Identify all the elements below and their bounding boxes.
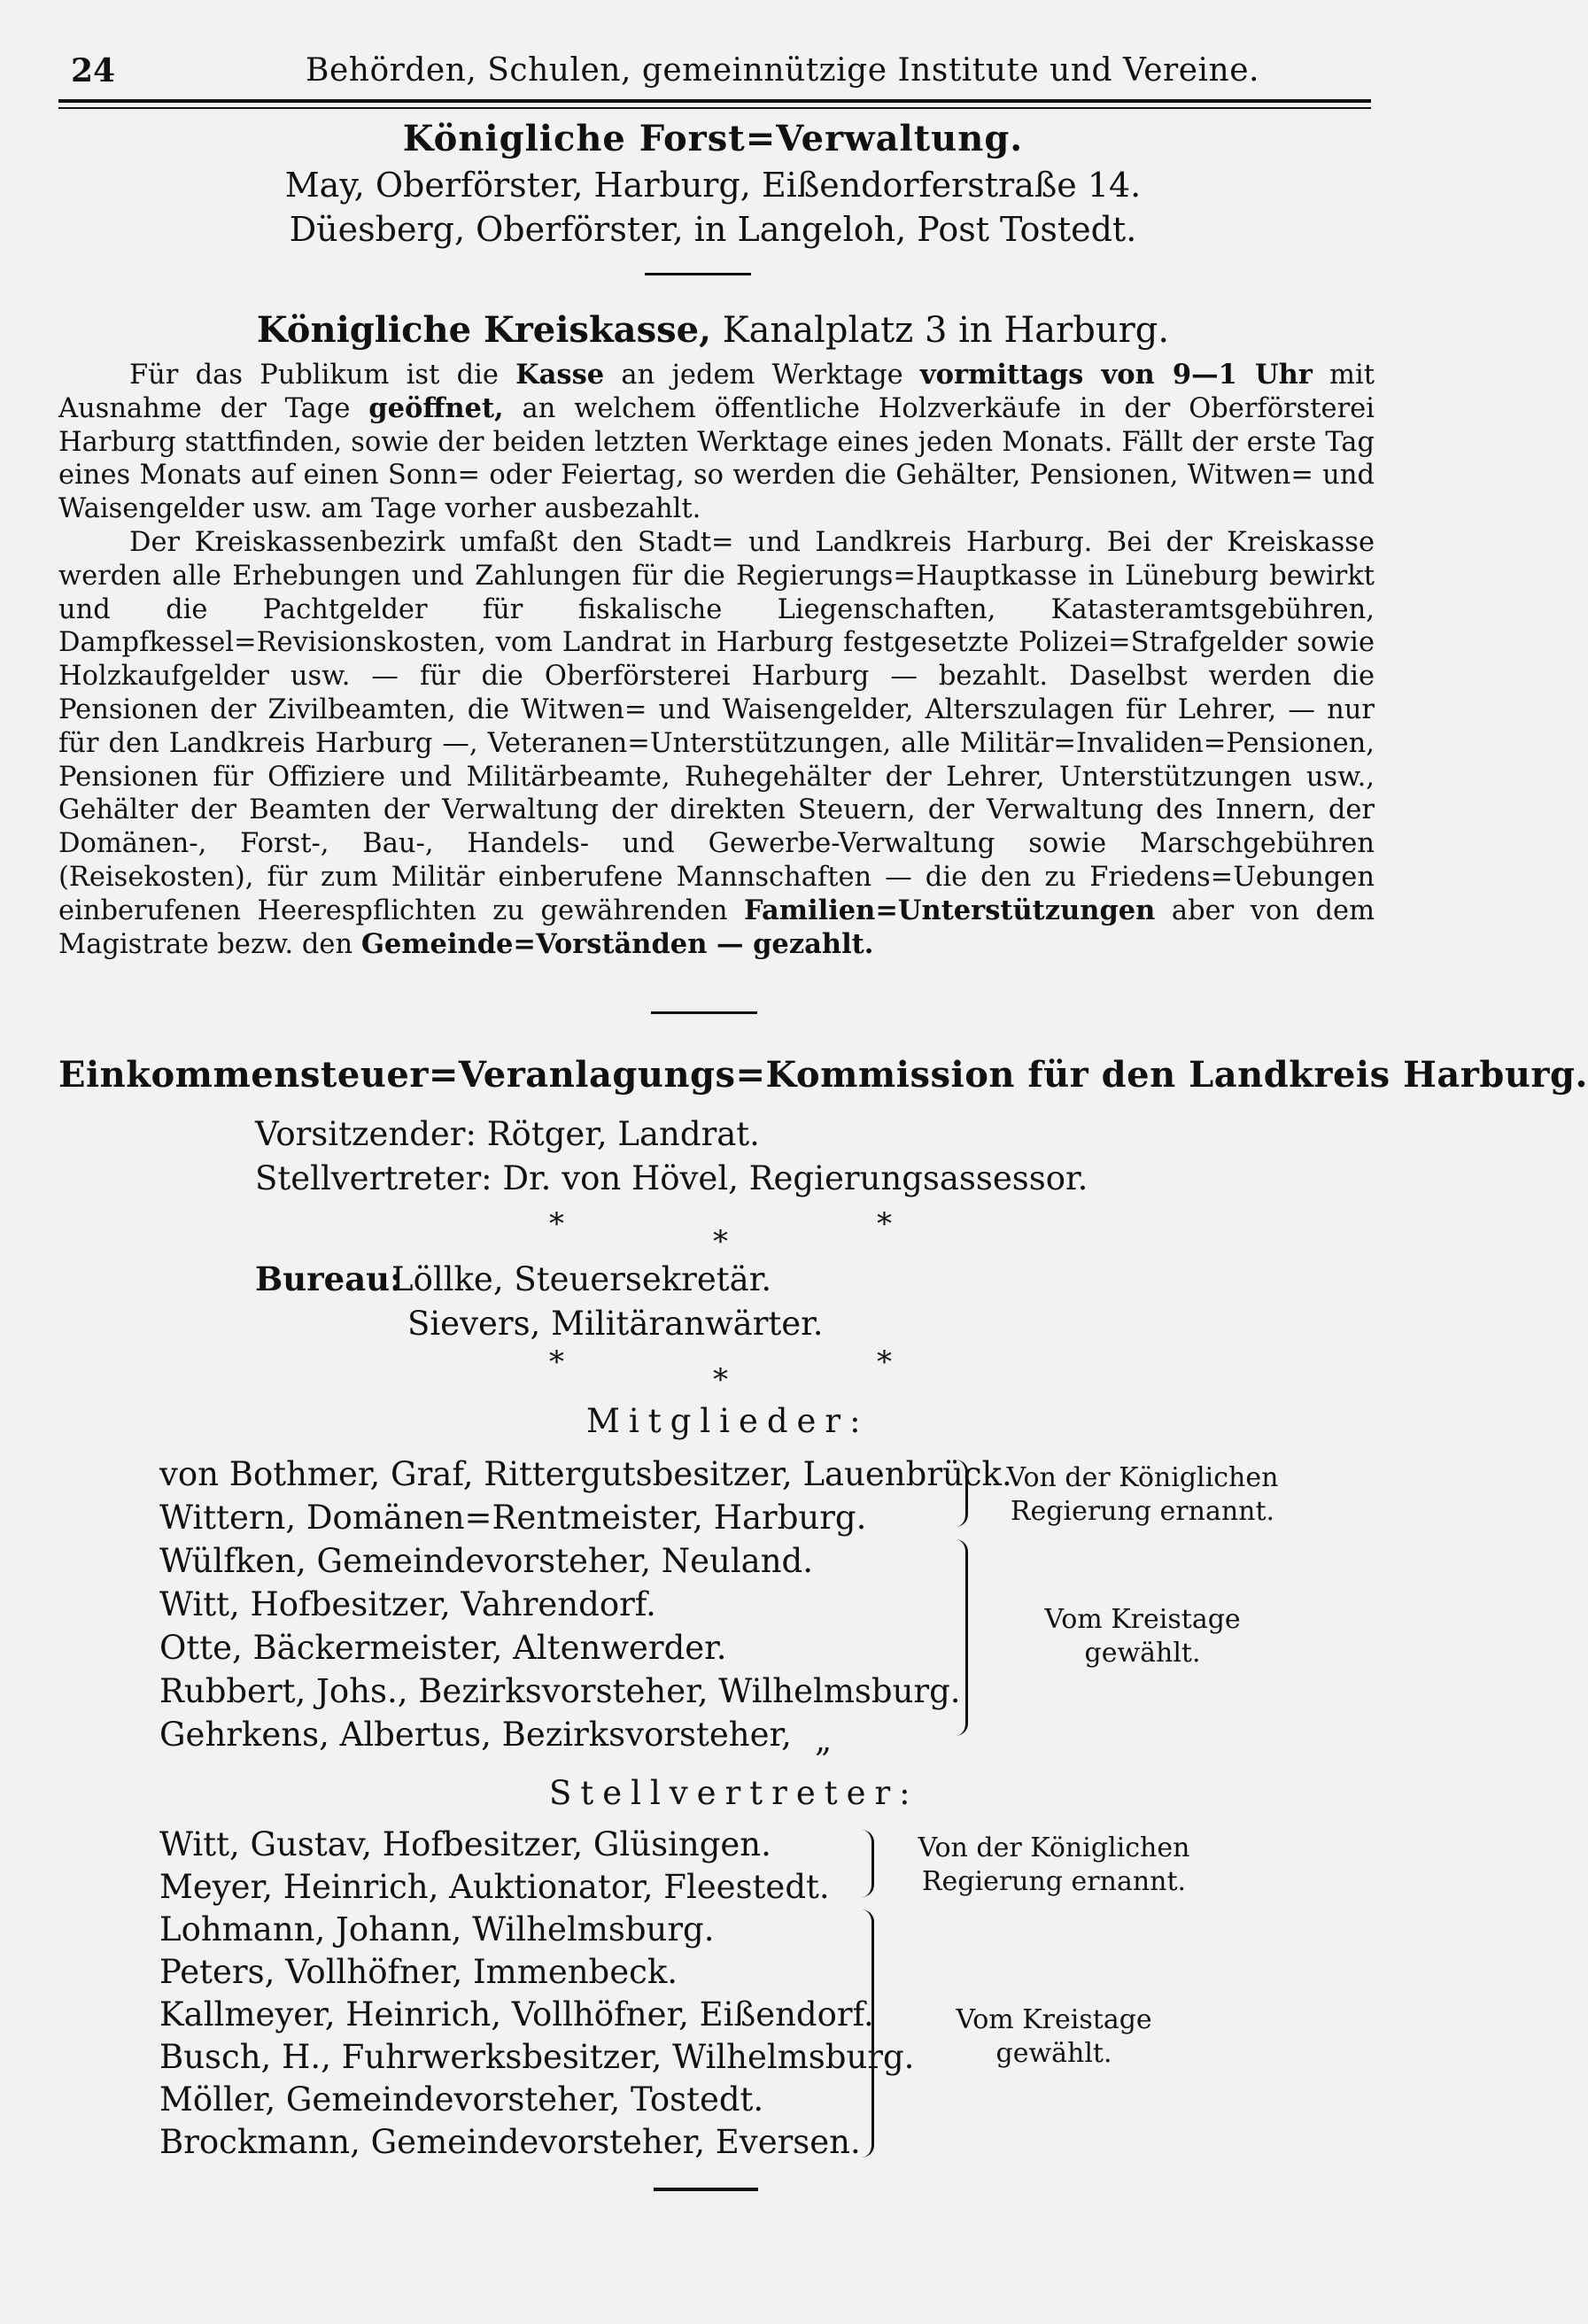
page-number: 24	[71, 52, 116, 89]
mitglied-row: Witt, Hofbesitzer, Vahrendorf.	[159, 1585, 656, 1623]
star-separator: *	[549, 1206, 564, 1242]
header-rule-thin	[58, 107, 1371, 109]
running-title: Behörden, Schulen, gemeinnützige Institute und Vereine.	[306, 52, 1259, 89]
header-rule	[58, 99, 1371, 103]
mitglied-row: Otte, Bäckermeister, Altenwerder.	[159, 1629, 727, 1667]
stellvertreter-row: Lohmann, Johann, Wilhelmsburg.	[159, 1910, 715, 1948]
kommission-vorsitz: Vorsitzender: Rötger, Landrat.	[255, 1115, 760, 1153]
kreiskasse-title	[53, 308, 1373, 352]
section-divider	[651, 1011, 757, 1014]
stellvertreter-row: Meyer, Heinrich, Auktionator, Fleestedt.	[159, 1868, 830, 1906]
bureau-label: Bureau:	[255, 1259, 402, 1298]
bureau-line-1: Löllke, Steuersekretär.	[391, 1260, 772, 1298]
note-regierung: Von der Königlichen Regierung ernannt.	[1006, 1462, 1279, 1527]
star-separator: *	[549, 1344, 564, 1380]
note-kreistag: Vom Kreistage gewählt.	[1044, 1604, 1241, 1669]
brace-regierung-stellv	[861, 1830, 874, 1897]
forst-line-1: May, Oberförster, Harburg, Eißendorferstraße 14.	[284, 166, 1142, 205]
brace-regierung	[955, 1460, 968, 1527]
kreiskasse-title-address: Kanalplatz 3 in Harburg.	[711, 310, 1170, 351]
forst-title: Königliche Forst=Verwaltung.	[402, 118, 1024, 159]
star-separator: *	[877, 1344, 892, 1380]
stellvertreter-row: Peters, Vollhöfner, Immenbeck.	[159, 1953, 678, 1991]
stellvertreter-row: Busch, H., Fuhrwerksbesitzer, Wilhelmsburg.	[159, 2038, 915, 2076]
star-separator: *	[877, 1206, 892, 1242]
brace-kreistag-stellv	[861, 1910, 874, 2157]
mitglied-row: von Bothmer, Graf, Rittergutsbesitzer, Lauenbrück.	[159, 1455, 1012, 1493]
ditto-mark: „	[815, 1721, 833, 1759]
forst-line-2: Düesberg, Oberförster, in Langeloh, Post Tostedt.	[289, 210, 1137, 249]
note-kreistag-stellv: Vom Kreistage gewählt.	[956, 2004, 1152, 2069]
bureau-line-2: Sievers, Militäranwärter.	[407, 1305, 824, 1343]
stellvertreter-row: Brockmann, Gemeindevorsteher, Eversen.	[159, 2123, 861, 2161]
kreiskasse-paragraph-1: Für das Publikum ist die Kasse an jedem Werktage vormittags von 9—1 Uhr mit Ausnahme der Tage geöffnet, an welchem öffentliche Holzverkäufe in der Oberförsterei Harburg stattfinden, sowie der beiden letzten Werktage eines jeden Monats. Fällt der erste Tag eines Monats auf einen Sonn= oder Feiertag, so werden die Gehälter, Pensionen, Witwen= und Waisengelder usw. am Tage vorher ausbezahlt.	[58, 359, 1375, 525]
kommission-title: Einkommensteuer=Veranlagungs=Kommission für den Landkreis Harburg.	[58, 1054, 1588, 1096]
stellvertreter-row: Kallmeyer, Heinrich, Vollhöfner, Eißendorf.	[159, 1995, 874, 2034]
brace-kreistag	[955, 1539, 968, 1736]
stellvertreter-row: Witt, Gustav, Hofbesitzer, Glüsingen.	[159, 1825, 771, 1863]
star-separator: *	[713, 1362, 728, 1398]
end-rule	[654, 2188, 758, 2191]
mitglied-row: Gehrkens, Albertus, Bezirksvorsteher,	[159, 1716, 792, 1754]
mitglieder-heading: Mitglieder:	[586, 1402, 870, 1440]
star-separator: *	[713, 1224, 728, 1259]
mitglied-row: Wittern, Domänen=Rentmeister, Harburg.	[159, 1499, 867, 1537]
stellvertreter-row: Möller, Gemeindevorsteher, Tostedt.	[159, 2080, 764, 2119]
kreiskasse-title-bold: Königliche Kreiskasse,	[256, 309, 711, 351]
stellvertreter-heading: Stellvertreter:	[549, 1774, 919, 1812]
mitglied-row: Wülfken, Gemeindevorsteher, Neuland.	[159, 1542, 813, 1580]
note-regierung-stellv: Von der Königlichen Regierung ernannt.	[918, 1832, 1190, 1897]
kreiskasse-text	[58, 359, 1375, 961]
kreiskasse-paragraph-2: Der Kreiskassenbezirk umfaßt den Stadt= und Landkreis Harburg. Bei der Kreiskasse werden alle Erhebungen und Zahlungen für die Regierungs=Hauptkasse in Lüneburg bewirkt und die Pachtgelder für fiskalische Liegenschaften, Katasteramtsgebühren, Dampfkessel=Revisionskosten, vom Landrat in Harburg festgesetzte Polizei=Strafgelder sowie Holzkaufgelder usw. — für die Oberförsterei Harburg — bezahlt. Daselbst werden die Pensionen der Zivilbeamten, die Witwen= und Waisengelder, Alterszulagen für Lehrer, — nur für den Landkreis Harburg —, Veteranen=Unterstützungen, alle Militär=Invaliden=Pensionen, Pensionen für Offiziere und Militärbeamte, Ruhegehälter der Lehrer, Unterstützungen usw., Gehälter der Beamten der Verwaltung der direkten Steuern, der Verwaltung des Innern, der Domänen-, Forst-, Bau-, Handels- und Gewerbe-Verwaltung sowie Marschgebühren (Reisekosten), für zum Militär einberufene Mannschaften — die den zu Friedens=Uebungen einberufenen Heerespflichten zu gewährenden Familien=Unterstützungen aber von dem Magistrate bezw. den Gemeinde=Vorständen — gezahlt.	[58, 526, 1375, 960]
mitglied-row: Rubbert, Johs., Bezirksvorsteher, Wilhelmsburg.	[159, 1672, 961, 1710]
section-divider	[645, 273, 751, 275]
kommission-stellvertreter: Stellvertreter: Dr. von Hövel, Regierungsassessor.	[255, 1159, 1088, 1197]
